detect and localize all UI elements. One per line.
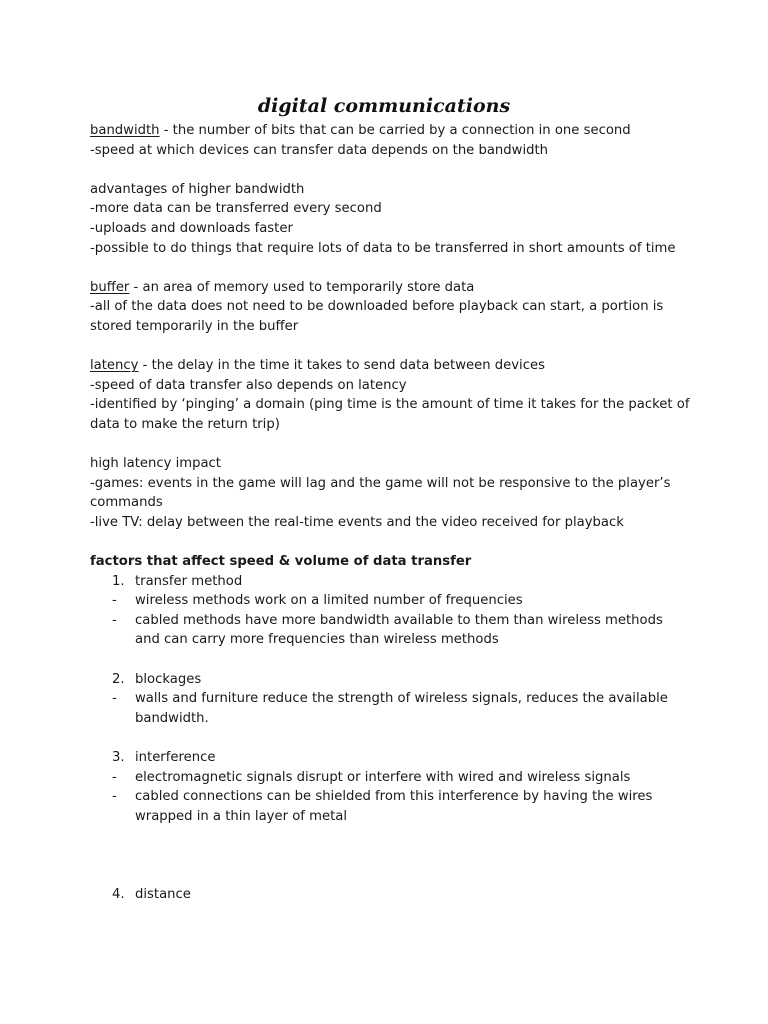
bandwidth-definition-text: - the number of bits that can be carried by a connection in one second: [159, 123, 631, 138]
factor-point-text: cabled methods have more bandwidth available to them than wireless methods and can carry more frequencies than wireless methods: [135, 612, 663, 648]
buffer-term: buffer: [90, 279, 130, 295]
factor-label: blockages: [135, 671, 202, 687]
spacer: [90, 846, 690, 866]
list-dash: -: [112, 593, 117, 609]
list-dash: -: [112, 769, 117, 785]
spacer: [90, 435, 690, 455]
spacer: [90, 650, 690, 670]
factor-label: distance: [135, 887, 191, 903]
latency-note: -speed of data transfer also depends on latency: [90, 377, 407, 393]
latency-note: -identified by ‘pinging’ a domain (ping time is the amount of time it takes for the packet of data to make the return trip): [90, 397, 690, 432]
factor-point: [90, 591, 690, 611]
factor-point-text: walls and furniture reduce the strength of wireless signals, reduces the available bandwidth.: [135, 691, 668, 726]
factor-number-item: [90, 572, 690, 592]
factor-point: [90, 787, 690, 826]
bandwidth-definition: [90, 121, 690, 141]
factor-point-text: electromagnetic signals disrupt or interfere with wired and wireless signals: [135, 769, 631, 785]
factor-point-text: wireless methods work on a limited number of frequencies: [135, 593, 523, 609]
advantage-item: -more data can be transferred every second: [90, 201, 382, 217]
advantage-item: -uploads and downloads faster: [90, 220, 293, 236]
high-latency-heading: high latency impact: [90, 456, 221, 472]
factor-label: transfer method: [135, 573, 243, 589]
list-number: 3.: [112, 750, 125, 765]
list-number: 2.: [112, 671, 125, 687]
factor-point: [90, 689, 690, 728]
factor-point: [90, 768, 690, 788]
buffer-definition: [90, 278, 690, 298]
factor-number-item: [90, 670, 690, 690]
spacer: [90, 728, 690, 748]
spacer: [90, 337, 690, 357]
buffer-definition-text: - an area of memory used to temporarily store data: [129, 279, 475, 295]
factor-number-item: [90, 885, 690, 905]
high-latency-item: -games: events in the game will lag and the game will not be responsive to the player’s commands: [90, 475, 671, 511]
list-number: 4.: [112, 887, 125, 903]
latency-term: latency: [90, 358, 139, 374]
spacer: [90, 826, 690, 846]
list-number: 1.: [112, 573, 125, 589]
notes-body: [90, 121, 690, 905]
spacer: [90, 866, 690, 886]
factor-point-text: cabled connections can be shielded from this interference by having the wires wrapped in a thin layer of metal: [135, 789, 653, 824]
factor-point: [90, 611, 690, 650]
buffer-note: -all of the data does not need to be downloaded before playback can start, a portion is stored temporarily in the buffer: [90, 299, 664, 334]
list-dash: -: [112, 691, 117, 707]
factor-number-item: [90, 748, 690, 768]
spacer: [90, 258, 690, 278]
bandwidth-note: -speed at which devices can transfer data depends on the bandwidth: [90, 142, 549, 158]
latency-definition-text: - the delay in the time it takes to send data between devices: [138, 358, 545, 374]
high-latency-item: -live TV: delay between the real-time events and the video received for playback: [90, 514, 624, 530]
latency-definition: [90, 356, 690, 376]
list-dash: -: [112, 612, 117, 628]
advantage-item: -possible to do things that require lots of data to be transferred in short amounts of time: [90, 240, 676, 256]
bandwidth-term: bandwidth: [90, 123, 160, 138]
spacer: [90, 532, 690, 552]
list-dash: -: [112, 789, 117, 805]
page-title: digital communications: [257, 95, 511, 117]
factor-label: interference: [135, 750, 216, 765]
advantages-heading: advantages of higher bandwidth: [90, 181, 305, 197]
factors-heading: factors that affect speed & volume of data transfer: [90, 554, 472, 570]
spacer: [90, 160, 690, 180]
